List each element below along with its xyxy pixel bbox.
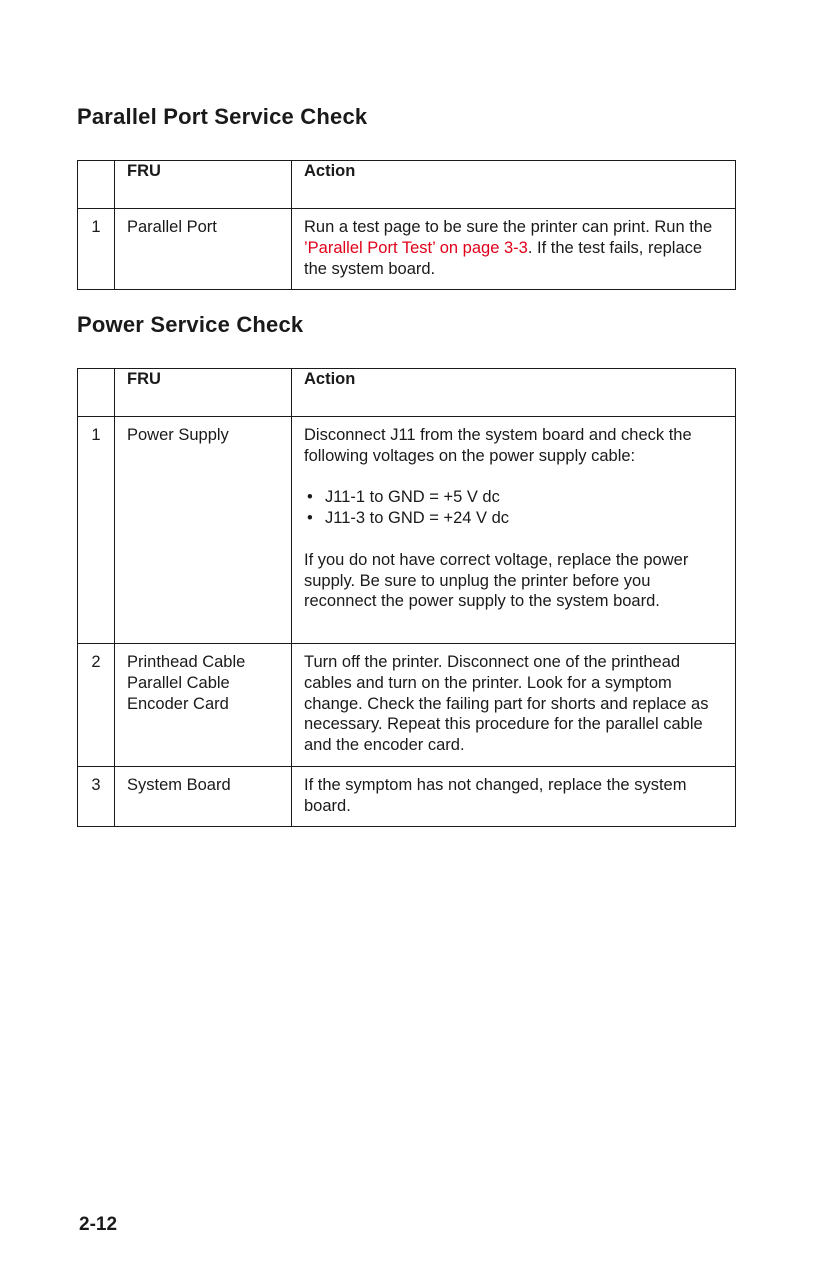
voltage-item: • J11-1 to GND = +5 V dc: [304, 487, 723, 508]
step-number: 3: [78, 767, 115, 827]
header-fru: FRU: [115, 161, 292, 209]
header-action: Action: [292, 161, 736, 209]
voltage-list: [304, 487, 723, 529]
table-header-row: [78, 161, 736, 209]
fru-encoder-card: Encoder Card: [127, 694, 229, 713]
section-title-power: Power Service Check: [77, 312, 304, 337]
fru-cell: Power Supply: [115, 417, 292, 644]
step-number: 2: [78, 644, 115, 767]
table-row: [78, 644, 736, 767]
action-text: Run a test page to be sure the printer can print. Run the: [304, 218, 713, 236]
action-cell: [292, 209, 736, 290]
fru-cell: System Board: [115, 767, 292, 827]
action-cell: If the symptom has not changed, replace the system board.: [292, 767, 736, 827]
page-number: 2-12: [79, 1214, 118, 1235]
table-row: [78, 417, 736, 644]
action-outro: If you do not have correct voltage, replace the power supply. Be sure to unplug the printer before you reconnect the power supply to the system board.: [304, 550, 689, 611]
header-fru: FRU: [115, 369, 292, 417]
step-number: 1: [78, 209, 115, 290]
table-row: [78, 767, 736, 827]
header-action: Action: [292, 369, 736, 417]
parallel-port-service-table: [77, 160, 736, 290]
section-title-parallel-port: Parallel Port Service Check: [77, 104, 368, 129]
header-step-number: [78, 369, 115, 417]
power-service-table: [77, 368, 736, 827]
step-number: 1: [78, 417, 115, 644]
table-header-row: [78, 369, 736, 417]
header-step-number: [78, 161, 115, 209]
fru-printhead-cable: Printhead Cable: [127, 653, 246, 671]
voltage-item: • J11-3 to GND = +24 V dc: [304, 508, 723, 529]
action-intro: Disconnect J11 from the system board and check the following voltages on the power supply cable:: [304, 426, 692, 465]
action-cell: [292, 417, 736, 644]
parallel-port-test-link[interactable]: ’Parallel Port Test’ on page 3-3: [304, 238, 528, 257]
action-text: . If the test fails, replace the system board.: [304, 238, 703, 278]
action-cell: Turn off the printer. Disconnect one of the printhead cables and turn on the printer. Look for a symptom change. Check the failing part for shorts and replace as necessary. Repeat this procedure for the parallel cable and the encoder card.: [292, 644, 736, 767]
fru-parallel-cable: Parallel Cable: [127, 673, 230, 692]
fru-cell: Parallel Port: [115, 209, 292, 290]
table-row: [78, 209, 736, 290]
fru-cell: [115, 644, 292, 767]
